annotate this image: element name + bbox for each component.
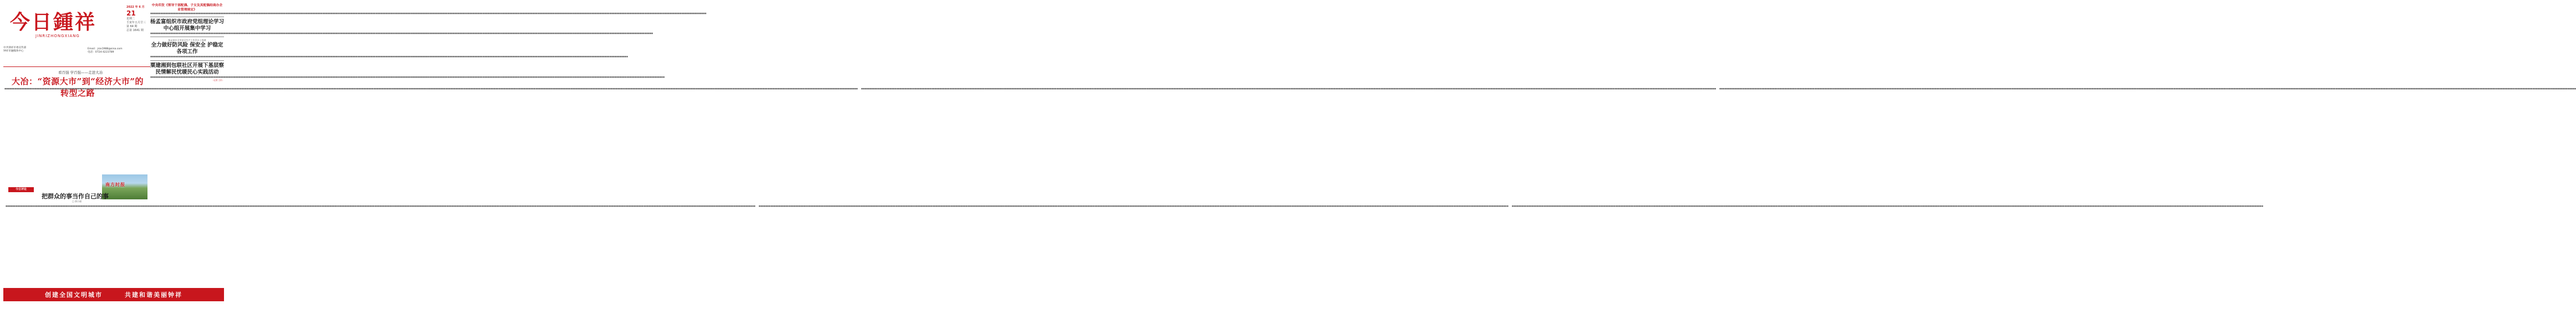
contact-phone: 电话：0724-4223789 xyxy=(88,51,114,54)
date-lunar: 壬寅年五月廿三 xyxy=(126,21,146,24)
lead-photo xyxy=(102,174,147,199)
date-weekday: 星期二 xyxy=(126,17,135,20)
right-story3-title: 全力做好防风险 保安全 护稳定各项工作 xyxy=(151,42,223,55)
lead-body xyxy=(4,87,2576,182)
right-head-story: 中央印发《领导干部配偶、子女及其配偶经商办企业管理规定》 xyxy=(151,4,223,12)
issue-number: 第 64 期 xyxy=(126,25,138,28)
newspaper-logo: 今日鍾祥 xyxy=(10,11,97,34)
publisher-line1: 中共钟祥市委宣传部 xyxy=(3,47,27,49)
publisher-line2: 钟祥市融媒体中心 xyxy=(3,50,24,53)
masthead xyxy=(3,3,145,64)
newspaper-pinyin: JINRIZHONGXIANG xyxy=(35,34,80,38)
commentary-column: ■■■■■■■■■■■■■■■■■■■■■■■■■■■■■■■■■■■■■■■■■■■■■■■■■■■■■■■■■■■■■■■■■■■■■■■■■■■■■■■■■■■■■■■■■■■■■■■■■■■■■■■■■■■■■■■■■■■■■■■■■■■■■■■■■■■■■■■■■■■■■■■■■■■■■■■■■■■■■■■■■■■■■■■■■■■■■■■■■■■■■■■■■■■■■■■■■■■■■■■■■■■■■■■■■■■■■■■■■■■■■■■■■■■■■■■■■■■■■■■■■■■■■■■■■■■■■■■■■■■■■■■■■■■■■■■■■■■■■■■■■■■■■■■■■■■■■■■■■■■■■■■■■■■■■■■■■■■■■■■■■■■■■■■■■■■■■■■■■■■■■■■■■■■■■■■■■■■■■■■■■■■■■■■■■■■■■■■■■■■■■■■■■■■■■■■■■■■■■■■■■■■■■■■■■■■■■■■■■■■■■■■■■■■■■■■■■■■■■■■■■■■■■■■■■■ xyxy=(1511,205,2263,207)
lead-column: ■■■■■■■■■■■■■■■■■■■■■■■■■■■■■■■■■■■■■■■■■■■■■■■■■■■■■■■■■■■■■■■■■■■■■■■■■■■■■■■■■■■■■■■■■■■■■■■■■■■■■■■■■■■■■■■■■■■■■■■■■■■■■■■■■■■■■■■■■■■■■■■■■■■■■■■■■■■■■■■■■■■■■■■■■■■■■■■■■■■■■■■■■■■■■■■■■■■■■■■■■■■■■■■■■■■■■■■■■■■■■■■■■■■■■■■■■■■■■■■■■■■■■■■■■■■■■■■■■■■■■■■■■■■■■■■■■■■■■■■■■■■■■■■■■■■■■■■■■■■■■■■■■■■■■■■■■■■■■■■■■■■■■■■■■■■■■■■■■■■■■■■■■■■■■■■■■■■■■■■■■■■■■■■■■■■■■■■■■■■■■■■■■■■■■■■■■■■■■■■■■■■■■■■■■■■■■■■■■■■■■■■■■■■■■■■■■■■■■■■■■■■■■■■■■■■■■■■■■■■■■■■■■■■■■■■■■■■■■■■■■■■■■■■■■■■■■■■■■■■■■■■■■■■■■■■ xyxy=(4,87,858,90)
bottom-banner xyxy=(3,288,224,301)
right-author: （记者 王东） xyxy=(211,79,224,81)
date-day: 21 xyxy=(126,9,136,17)
commentary-column: ■■■■■■■■■■■■■■■■■■■■■■■■■■■■■■■■■■■■■■■■■■■■■■■■■■■■■■■■■■■■■■■■■■■■■■■■■■■■■■■■■■■■■■■■■■■■■■■■■■■■■■■■■■■■■■■■■■■■■■■■■■■■■■■■■■■■■■■■■■■■■■■■■■■■■■■■■■■■■■■■■■■■■■■■■■■■■■■■■■■■■■■■■■■■■■■■■■■■■■■■■■■■■■■■■■■■■■■■■■■■■■■■■■■■■■■■■■■■■■■■■■■■■■■■■■■■■■■■■■■■■■■■■■■■■■■■■■■■■■■■■■■■■■■■■■■■■■■■■■■■■■■■■■■■■■■■■■■■■■■■■■■■■■■■■■■■■■■■■■■■■■■■■■■■■■■■■■■■■■■■■■■■■■■■■■■■■■■■■■■■■■■■■■■■■■■■■■■■■■■■■■■■■■■■■■■■■■■■■■■■■■■■■■■■■■■■■■■■■■■■■■■■■■■■■ xyxy=(758,205,1509,207)
right-body-text: ■■■■■■■■■■■■■■■■■■■■■■■■■■■■■■■■■■■■■■■■■■■■■■■■■■■■■■■■■■■■■■■■■■■■■■■■■■■■■■■■■■■■■■■■■■■■■■■■■■■■■■■■■■■■■■■■■■■■■■■■■■■■■■■■■■■■■■■■■■■■■■■■■■■■■■■■■■■■■■■■■■■■■■■■■■■■■■■■■■■■■■■■■■■■■■■■■■■■■■■■■■■■■■■■■■■■■■■■■■■■■■■■■■■■■■■■■■■■■■■■■■■■■■■■■■■■■■■■■■■■■■■■■■■■■■■■■■■■■■■■■■■■■■■■■■■■■■■■■■■■■ xyxy=(150,32,653,35)
issue-total: 总第 1641 期 xyxy=(126,29,144,32)
right-story4-title: 粟建湘到包联社区开展下基层察民情解民忧暖民心实践活动 xyxy=(150,62,225,75)
commentary-byline: □ 郭小丽 xyxy=(72,200,82,203)
contact-email: Email：jrzx1988@sina.com xyxy=(88,48,123,50)
date-year-month: 2022 年 6 月 xyxy=(126,6,145,9)
right-body-text: ■■■■■■■■■■■■■■■■■■■■■■■■■■■■■■■■■■■■■■■■■■■■■■■■■■■■■■■■■■■■■■■■■■■■■■■■■■■■■■■■■■■■■■■■■■■■■■■■■■■■■■■■■■■■■■■■■■■■■■■■■■■■■■■■■■■■■■■■■■■■■■■■■■■■■■■■■■■■■■■■■■■■■■■■■■■■■■■■■■■■■■■■■■■■■■■■■■■■■■■■■■■■■■■■■■■■■■■■■■■■■■■■■■■■■■■■■■■■■■■■■■■■■■■■■■■■■■■■■■■■■■■■■■■■■■■■■■■■■■■■■■■■■■ xyxy=(150,55,628,58)
commentary-body xyxy=(6,205,2263,284)
banner-right-slogan: 共建和谐美丽钟祥 xyxy=(125,291,182,298)
right-divider xyxy=(150,60,224,61)
lead-kicker: 看百强 学百强——走进大冶 xyxy=(58,70,103,75)
commentary-badge: 今日评论 xyxy=(8,187,34,192)
banner-left-slogan: 创建全国文明城市 xyxy=(45,291,103,298)
lead-column: ■■■■■■■■■■■■■■■■■■■■■■■■■■■■■■■■■■■■■■■■■■■■■■■■■■■■■■■■■■■■■■■■■■■■■■■■■■■■■■■■■■■■■■■■■■■■■■■■■■■■■■■■■■■■■■■■■■■■■■■■■■■■■■■■■■■■■■■■■■■■■■■■■■■■■■■■■■■■■■■■■■■■■■■■■■■■■■■■■■■■■■■■■■■■■■■■■■■■■■■■■■■■■■■■■■■■■■■■■■■■■■■■■■■■■■■■■■■■■■■■■■■■■■■■■■■■■■■■■■■■■■■■■■■■■■■■■■■■■■■■■■■■■■■■■■■■■■■■■■■■■■■■■■■■■■■■■■■■■■■■■■■■■■■■■■■■■■■■■■■■■■■■■■■■■■■■■■■■■■■■■■■■■■■■■■■■■■■■■■■■■■■■■■■■■■■■■■■■■■■■■■■■■■■■■■■■■■■■■■■■■■■■■■■■■■■■■■■■■■■■■■■■■■■■■■■■■■■■■■■■■■■■■■■■■■■■■■■■■■■■■■■■■■■■■■■■■■■■■■■■■■■■■■■■■■■■ xyxy=(861,87,1716,90)
right-story2-title: 杨孟富组织市政府党组理论学习中心组开展集中学习 xyxy=(150,19,225,32)
top-divider xyxy=(3,66,150,67)
commentary-column: ■■■■■■■■■■■■■■■■■■■■■■■■■■■■■■■■■■■■■■■■■■■■■■■■■■■■■■■■■■■■■■■■■■■■■■■■■■■■■■■■■■■■■■■■■■■■■■■■■■■■■■■■■■■■■■■■■■■■■■■■■■■■■■■■■■■■■■■■■■■■■■■■■■■■■■■■■■■■■■■■■■■■■■■■■■■■■■■■■■■■■■■■■■■■■■■■■■■■■■■■■■■■■■■■■■■■■■■■■■■■■■■■■■■■■■■■■■■■■■■■■■■■■■■■■■■■■■■■■■■■■■■■■■■■■■■■■■■■■■■■■■■■■■■■■■■■■■■■■■■■■■■■■■■■■■■■■■■■■■■■■■■■■■■■■■■■■■■■■■■■■■■■■■■■■■■■■■■■■■■■■■■■■■■■■■■■■■■■■■■■■■■■■■■■■■■■■■■■■■■■■■■■■■■■■■■■■■■■■■■■■■■■■■■■■■■■■■■■■■■■■■■■■■■■■ xyxy=(6,205,756,207)
right-story3-kicker: 杨孟富在全市安全生产工作会议上强调 xyxy=(168,39,206,42)
publisher-info xyxy=(3,47,86,53)
date-block xyxy=(126,6,150,33)
lead-column: ■■■■■■■■■■■■■■■■■■■■■■■■■■■■■■■■■■■■■■■■■■■■■■■■■■■■■■■■■■■■■■■■■■■■■■■■■■■■■■■■■■■■■■■■■■■■■■■■■■■■■■■■■■■■■■■■■■■■■■■■■■■■■■■■■■■■■■■■■■■■■■■■■■■■■■■■■■■■■■■■■■■■■■■■■■■■■■■■■■■■■■■■■■■■■■■■■■■■■■■■■■■■■■■■■■■■■■■■■■■■■■■■■■■■■■■■■■■■■■■■■■■■■■■■■■■■■■■■■■■■■■■■■■■■■■■■■■■■■■■■■■■■■■■■■■■■■■■■■■■■■■■■■■■■■■■■■■■■■■■■■■■■■■■■■■■■■■■■■■■■■■■■■■■■■■■■■■■■■■■■■■■■■■■■■■■■■■■■■■■■■■■■■■■■■■■■■■■■■■■■■■■■■■■■■■■■■■■■■■■■■■■■■■■■■■■■■■■■■■■■■■■■■■■■■■■■■■■■■■■■■■■■■■■■■■■■■■■■■■■■■■■■■■■■■■■■■■■■■■■■■■■■■■■■■■■■■ xyxy=(1719,87,2576,90)
commentary-title[interactable]: 把群众的事当作自己的事 xyxy=(42,193,109,200)
right-body-text: ■■■■■■■■■■■■■■■■■■■■■■■■■■■■■■■■■■■■■■■■■■■■■■■■■■■■■■■■■■■■■■■■■■■■■■■■■■■■■■■■■■■■■■■■■■■■■■■■■■■■■■■■■■■■■■■■■■■■■■■■■■■■■■■■■■■■■■■■■■■■■■■■■■■■■■■■■■■■■■■■■■■■■■■■■■■■■■■■■■■■■■■■■■■■■■■■■■■■■■■■■■■■■■■■■■■■■■■■■■■■■■■■■■■■■■■■■■■■■■■■■■■■■■■■■■■■■■■■■■■■■■■■■■■■■■■■■■■■■■■■■■■■■■■■■■■■■■■■■■■■■■■■■■■■■■■■■■■■■■■■■■■■■■■■■■■■■ xyxy=(150,12,706,14)
right-body-text: ■■■■■■■■■■■■■■■■■■■■■■■■■■■■■■■■■■■■■■■■■■■■■■■■■■■■■■■■■■■■■■■■■■■■■■■■■■■■■■■■■■■■■■■■■■■■■■■■■■■■■■■■■■■■■■■■■■■■■■■■■■■■■■■■■■■■■■■■■■■■■■■■■■■■■■■■■■■■■■■■■■■■■■■■■■■■■■■■■■■■■■■■■■■■■■■■■■■■■■■■■■■■■■■■■■■■■■■■■■■■■■■■■■■■■■■■■■■■■■■■■■■■■■■■■■■■■■■■■■■■■■■■■■■■■■■■■■■■■■■■■■■■■■■■■■■■■■■■■■■■■■■■■■■■ xyxy=(150,75,665,78)
lead-headline[interactable]: 大冶：“资源大市”到“经济大市”的转型之路 xyxy=(11,76,144,98)
contact-info xyxy=(88,48,123,54)
photo-caption: 南方时报 xyxy=(105,182,125,187)
